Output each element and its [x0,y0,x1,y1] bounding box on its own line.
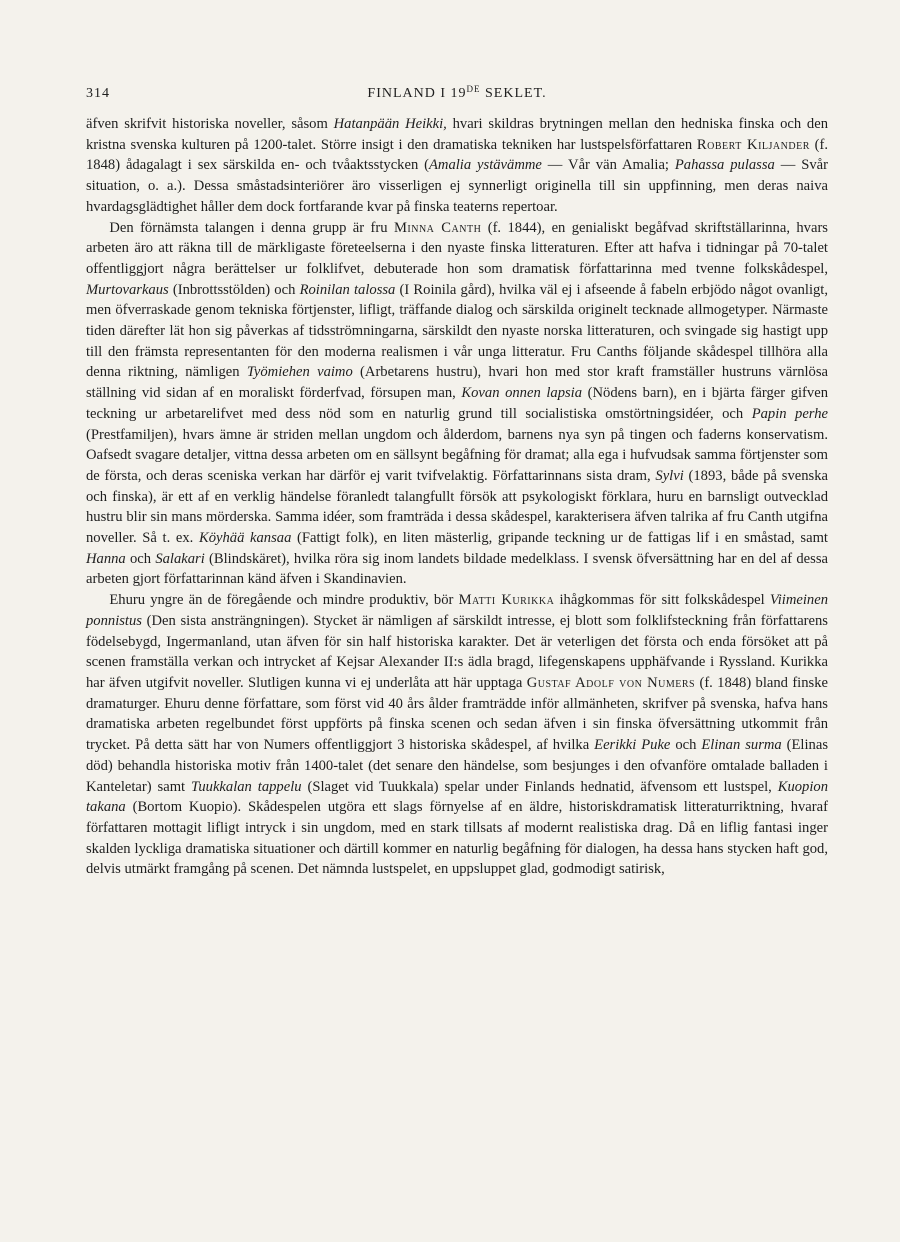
text-run: (I Roinila gård), hvilka väl ej i afseende å fabeln erbjödo något ovanligt, men öfverraskade genom tekniska förtjenster, lifligt, träffande dialog och särskilda originelt tecknade allmogetyper. Närmaste tiden därefter lät hon sig påverkas af tidsströmningarna, särskildt den nyaste norska litteraturen, och svingade sig hastigt upp till den främsta representanten för den moderna realismen i vår unga litteratur. Fru Canths följande skådespel tillhöra alla denna riktning, nämligen [86,281,828,381]
text-run: (Prestfamiljen), hvars ämne är striden mellan ungdom och ålderdom, barnens nya syn på tingen och faderns konservatism. Oafsedt svagare detaljer, vittna dessa arbeten om en sällsynt begåfning för dramat; alla ega i hufvudsak samma förtjenster som de första, och deras sceniska verkan har därför ej varit tvifvelaktig. Författarinnans sista dram, [86,426,828,484]
italic-title: Pahassa pulassa [674,157,775,174]
paragraph-continuation [86,114,828,218]
author-name: Robert Kiljander [696,136,810,153]
text-run: (f. 1848) bland finske dramaturger. Ehuru denne författare, som först vid 40 års ålder framträdde inför allmänheten, skrifver på svenska, hafva hans dramatiska arbeten regelbundet först uppförts på finska scenen och sedan äfven i sin finska öfversättning utkommit från trycket. På detta sätt har von Numers offentliggjort 3 historiska skådespel, af hvilka [86,674,828,754]
italic-title: Eerikki Puke [594,737,671,754]
italic-title: Amalia ystävämme [429,157,542,174]
italic-title: Roinilan talossa [299,281,396,298]
text-run: (f. 1844), en genialiskt begåfvad skriftställarinna, hvars arbeten äro att räkna till de märkligaste företeelserna i den nyaste finska litteraturen. Efter att hafva i tidningar på 70-talet offentliggjort några berättelser ur folklifvet, debuterade hon som dramatisk författarinna med tvenne folkskådespel, [86,219,828,277]
italic-title: Kovan onnen lapsia [461,385,583,402]
running-title-superscript: DE [466,84,481,94]
italic-title: Salakari [155,550,205,567]
text-run: — Vår vän Amalia; [541,157,675,174]
italic-title: Hanna [86,550,126,567]
text-run: (Elinas död) behandla historiska motiv från 1400-talet (det senare den händelse, som besjunges i den ofvanföre omtalade balladen i Kanteletar) samt [86,737,828,795]
text-run: (Fattigt folk), en liten mästerlig, gripande teckning ur de fattigas lif i en småstad, samt [291,530,828,547]
italic-title: Köyhää kansaa [198,530,292,547]
text-run: (Inbrottsstölden) och [168,281,300,298]
italic-title: Hatanpään Heikki, [333,116,447,132]
italic-title: Kuopion takana [86,778,828,816]
text-run: (Slaget vid Tuukkala) spelar under Finlands hednatid, äfvensom ett lustspel, [301,778,778,795]
italic-title: Elinan surma [701,737,782,754]
text-run: och [670,737,702,754]
text-run: (Arbetarens hustru), hvari hon med stor kraft framställer hustruns värnlösa ställning vid sidan af en moraliskt förderfvad, försupen man, [86,364,828,402]
text-run: ihågkommas för sitt folkskådespel [554,592,770,609]
body-text [86,114,828,880]
running-title [86,86,828,102]
paragraph-canth [86,218,828,591]
author-name: Minna Canth [393,219,482,236]
text-run: (1893, både på svenska och finska), är ett af en verklig händelse föranledt talangfullt försök att psykologiskt förklara, huru en barnsligt outvecklad hustru blir sin mans mörderska. Samma idéer, som framträda i dessa skådespel, karakterisera äfven talrika af fru Canth utgifna noveller. Så t. ex. [86,467,828,547]
italic-title: Tuukkalan tappelu [191,778,302,795]
italic-title: Murtovarkaus [86,281,169,298]
italic-title: Papin perhe [751,405,828,422]
paragraph-kurikka [86,590,828,880]
text-run: — Svår situation, o. a.). Dessa småstadsinteriörer äro visserligen ej synnerligt originella till sin uppfinning, men deras naiva hvardagsglädtighet håller dem dock fortfarande kvar på finska teaterns repertoar. [86,157,828,215]
italic-title: Sylvi [655,467,684,484]
italic-title: Viimeinen ponnistus [86,592,828,629]
running-header [86,86,828,106]
text-run: och [125,550,156,567]
text-run: (f. 1848) ådagalagt i sex särskilda en- och tvåaktsstycken ( [86,136,828,174]
author-name: Gustaf Adolf von Numers [526,674,696,691]
text-run: (Nödens barn), en i bjärta färger gifven teckning ur arbetarelifvet med dess nöd som en naturlig grund till socialistiska omstörtningsidéer, och [86,385,828,422]
text-run: Ehuru yngre än de föregående och mindre produktiv, bör [109,592,459,609]
author-name: Matti Kurikka [458,592,555,609]
running-title-suffix: SEKLET. [480,86,547,101]
text-run: hvari skildras brytningen mellan den hedniska finska och den kristna svenska kulturen på 1200-talet. Större insigt i den dramatiska tekniken har lustspelsförfattaren [86,116,828,153]
running-title-prefix: FINLAND I 19 [367,86,467,101]
text-run: (Blindskäret), hvilka röra sig inom landets bildade medelklass. I svensk öfversättning har en del af dessa arbeten gjort författarinnan känd äfven i Skandinavien. [86,550,828,588]
text-run: (Den sista ansträngningen). Stycket är nämligen af särskildt intresse, ej blott som folklifsteckning från författarens födelsebygd, Ingermanland, utan äfven för sin half historiska karakter. Det är veterligen det första och enda försöket att på scenen framställa verkan och intrycket af Kejsar Alexander II:s ädla bragd, lifegenskapens upphäfvande i Ryssland. Kurikka har äfven utgifvit noveller. Slutligen kunna vi ej underlåta att här upptaga [86,612,828,691]
text-run: äfven skrifvit historiska noveller, såsom [86,116,334,132]
page-number: 314 [86,86,110,101]
text-run: (Bortom Kuopio). Skådespelen utgöra ett slags förnyelse af en äldre, historiskdramatisk litteraturriktning, hvaraf författaren mottagit lifligt intryck i sin ungdom, med en stark tillsats af modernt realistiska drag. Då en liflig fantasi inger skalden lyckliga dramatiska situationer och därtill kommer en naturlig begåfning för dialogen, ha dessa hans stycken haft god, delvis utmärkt framgång på scenen. Det nämnda lustspelet, en uppsluppet glad, godmodigt satirisk, [86,799,828,878]
text-run: Den förnämsta talangen i denna grupp är fru [109,219,394,236]
italic-title: Työmiehen vaimo [246,364,353,381]
